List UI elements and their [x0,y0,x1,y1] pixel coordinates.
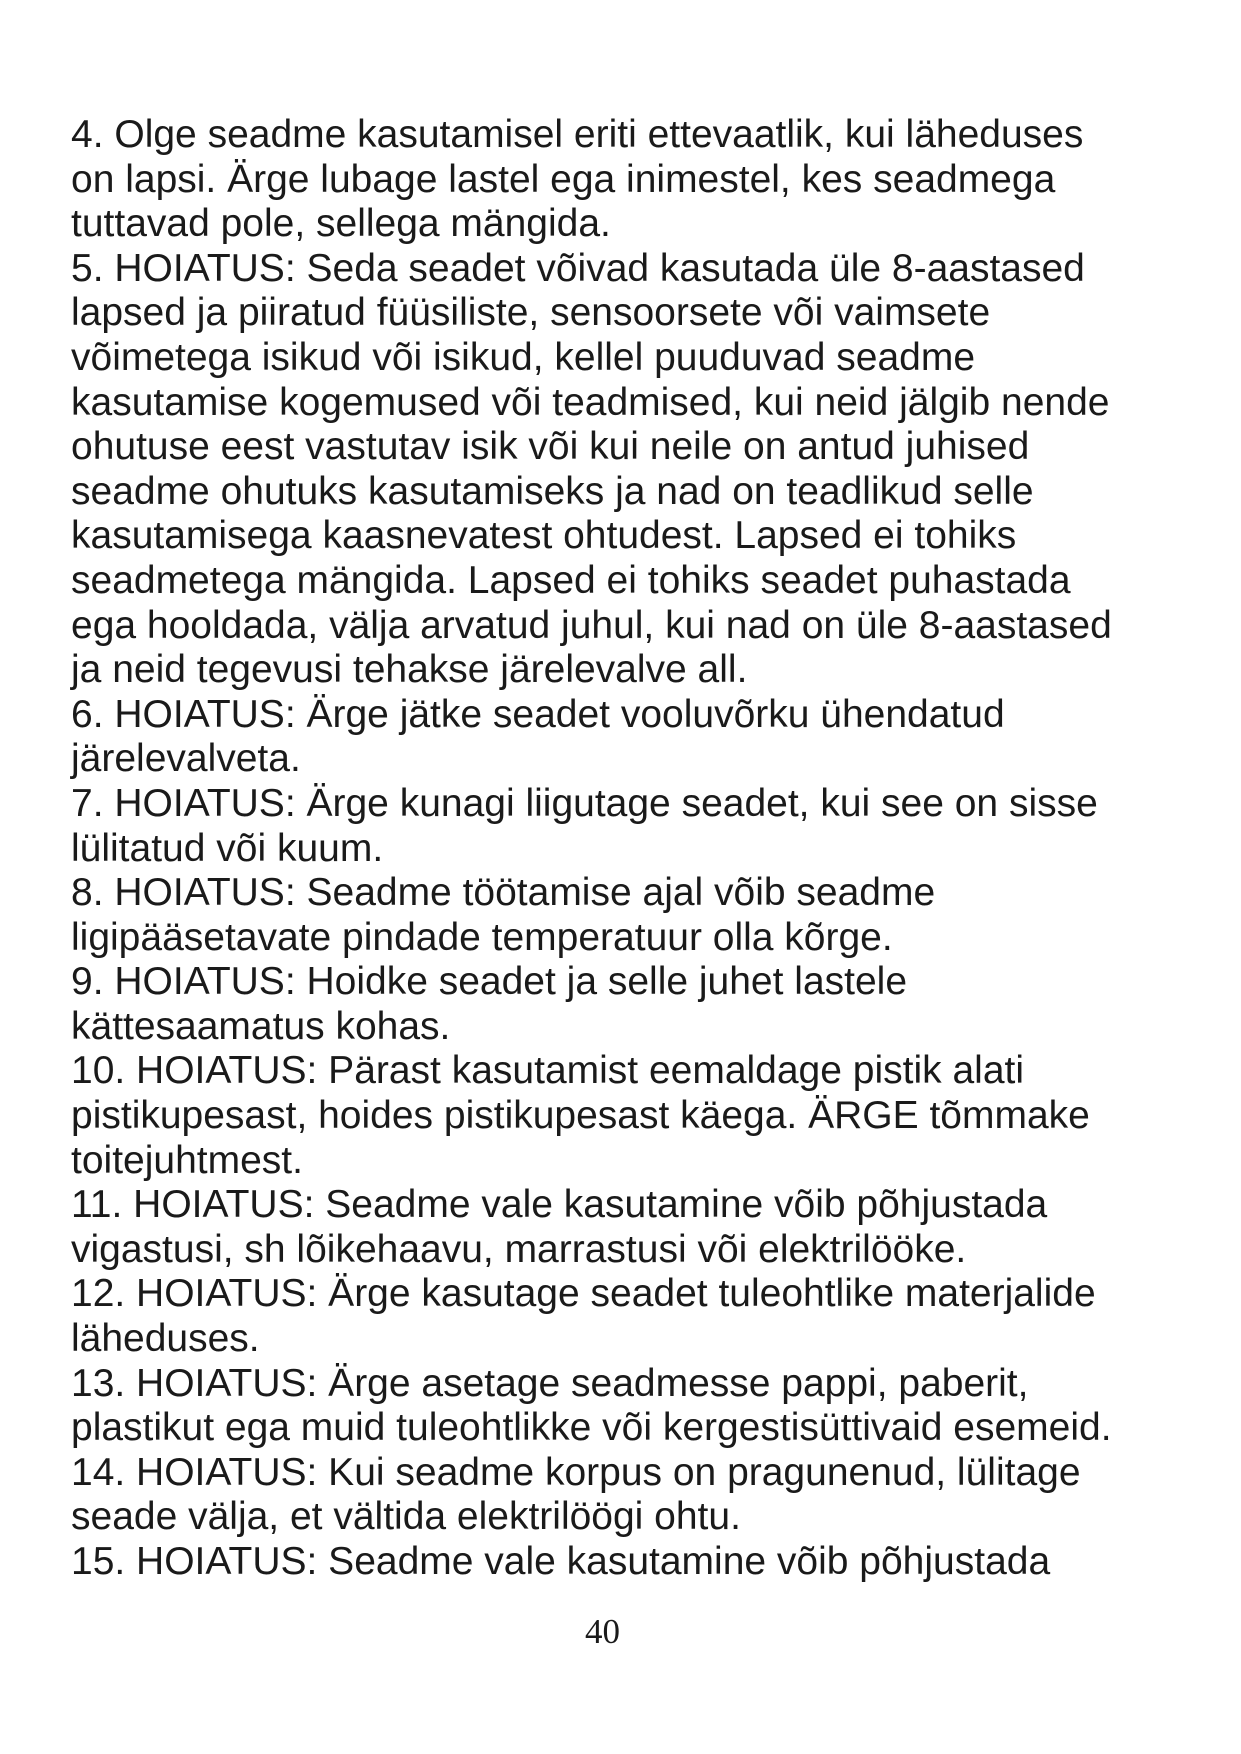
text-line: lapsed ja piiratud füüsiliste, sensoorsete või vaimsete [71,291,991,335]
text-line: 11. HOIATUS: Seadme vale kasutamine võib põhjustada [71,1183,1048,1227]
instruction-item-11 [71,1183,1161,1272]
instruction-item-15 [71,1540,1161,1585]
instruction-item-12 [71,1272,1161,1361]
text-line: 5. HOIATUS: Seda seadet võivad kasutada üle 8-aastased [71,246,1085,290]
document-body [71,113,1161,1585]
text-line: 9. HOIATUS: Hoidke seadet ja selle juhet lastele [71,960,908,1004]
text-line: lülitatud või kuum. [71,826,384,870]
text-line: 6. HOIATUS: Ärge jätke seadet vooluvõrku ühendatud [71,692,1005,736]
instruction-item-9 [71,960,1161,1049]
instruction-item-8 [71,871,1161,960]
text-line: 15. HOIATUS: Seadme vale kasutamine võib põhjustada [71,1540,1051,1583]
text-line: 12. HOIATUS: Ärge kasutage seadet tuleohtlike materjalide [71,1272,1096,1316]
text-line: 13. HOIATUS: Ärge asetage seadmesse pappi, paberit, [71,1361,1029,1405]
text-line: 10. HOIATUS: Pärast kasutamist eemaldage pistik alati [71,1049,1025,1093]
text-line: on lapsi. Ärge lubage lastel ega inimestel, kes seadmega [71,157,1056,201]
text-line: vigastusi, sh lõikehaavu, marrastusi või elektrilööke. [71,1227,967,1271]
text-line: võimetega isikud või isikud, kellel puuduvad seadme [71,335,976,379]
text-line: 14. HOIATUS: Kui seadme korpus on pragunenud, lülitage [71,1450,1081,1494]
instruction-item-13 [71,1362,1161,1451]
text-line: kättesaamatus kohas. [71,1004,451,1048]
text-line: järelevalveta. [71,737,301,781]
text-line: seadme ohutuks kasutamiseks ja nad on teadlikud selle [71,469,1034,513]
text-line: ligipääsetavate pindade temperatuur olla kõrge. [71,915,893,959]
text-line: 4. Olge seadme kasutamisel eriti ettevaatlik, kui läheduses [71,113,1084,156]
instruction-item-5 [71,247,1161,693]
instruction-item-10 [71,1049,1161,1183]
instruction-item-7 [71,782,1161,871]
text-line: ega hooldada, välja arvatud juhul, kui nad on üle 8-aastased [71,603,1112,647]
text-line: plastikut ega muid tuleohtlikke või kergestisüttivaid esemeid. [71,1406,1112,1450]
text-line: kasutamisega kaasnevatest ohtudest. Lapsed ei tohiks [71,514,1017,558]
page-number: 40 [585,1612,620,1651]
text-line: pistikupesast, hoides pistikupesast käega. ÄRGE tõmmake [71,1094,1090,1138]
text-line: kasutamise kogemused või teadmised, kui neid jälgib nende [71,380,1110,424]
text-line: seadmetega mängida. Lapsed ei tohiks seadet puhastada [71,558,1071,602]
text-line: 7. HOIATUS: Ärge kunagi liigutage seadet, kui see on sisse [71,781,1098,825]
text-line: toitejuhtmest. [71,1138,303,1182]
instruction-item-14 [71,1451,1161,1540]
text-line: ohutuse eest vastutav isik või kui neile on antud juhised [71,425,1030,469]
instruction-item-4 [71,113,1161,247]
text-line: 8. HOIATUS: Seadme töötamise ajal võib seadme [71,871,936,915]
text-line: ja neid tegevusi tehakse järelevalve all. [71,648,748,692]
instruction-item-6 [71,693,1161,782]
text-line: seade välja, et vältida elektrilöögi ohtu. [71,1495,741,1539]
text-line: tuttavad pole, sellega mängida. [71,202,611,246]
text-line: läheduses. [71,1317,260,1361]
